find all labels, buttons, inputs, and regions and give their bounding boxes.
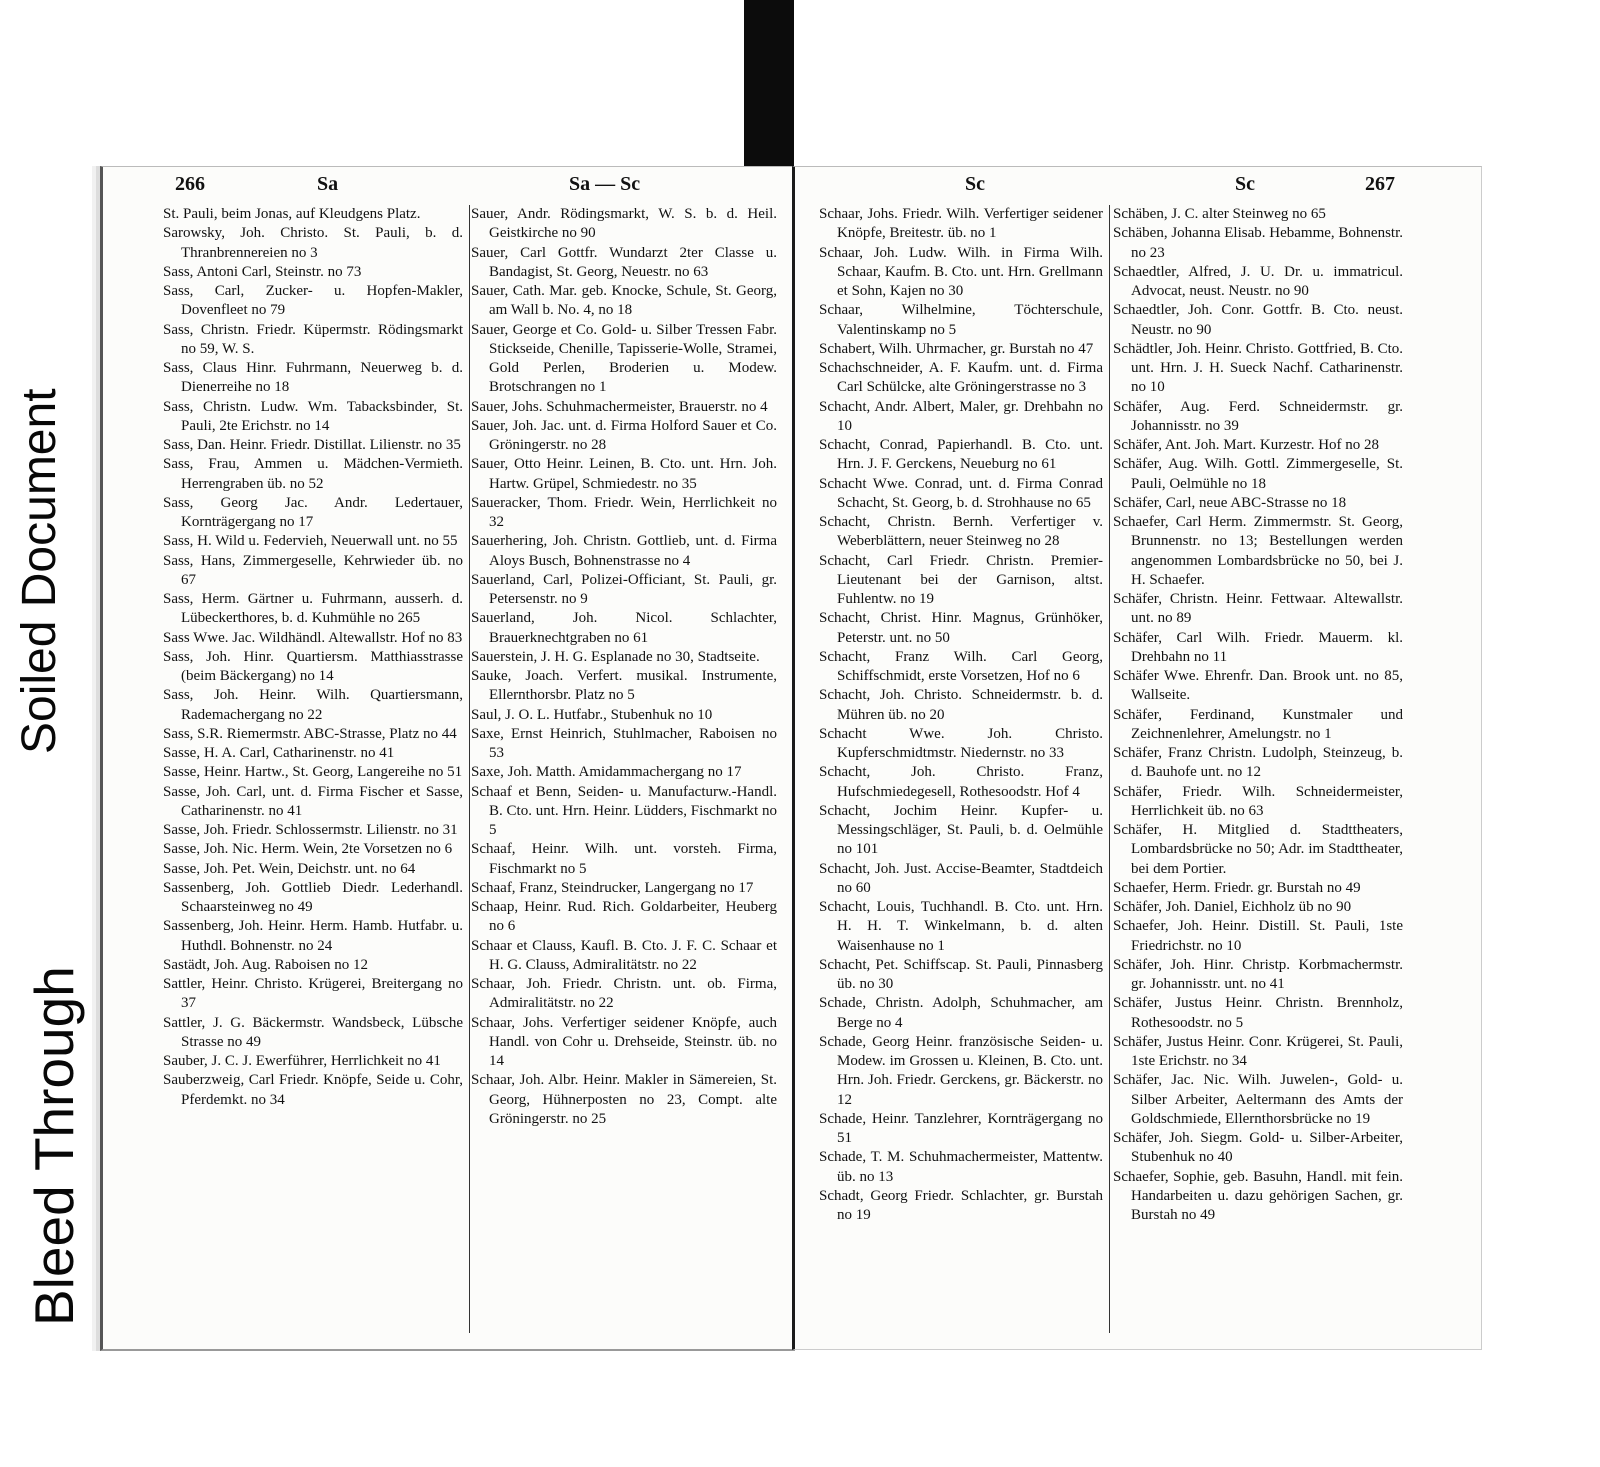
directory-entry: Sattler, J. G. Bäckermstr. Wandsbeck, Lübsche Strasse no 49 (163, 1014, 463, 1050)
directory-entry: Sauerstein, J. H. G. Esplanade no 30, Stadtseite. (471, 648, 760, 665)
soiled-document-label: Soiled Document (13, 388, 66, 754)
left-page (100, 166, 795, 1351)
directory-entry: Schaedtler, Joh. Conr. Gottfr. B. Cto. neust. Neustr. no 90 (1113, 302, 1403, 338)
directory-entry: Schäfer, Ferdinand, Kunstmaler und Zeichnenlehrer, Amelungstr. no 1 (1113, 706, 1403, 742)
column-divider (1109, 205, 1110, 1333)
directory-entry: Sastädt, Joh. Aug. Raboisen no 12 (163, 956, 368, 973)
directory-entry: Sauer, George et Co. Gold- u. Silber Tressen Fabr. Stickseide, Chenille, Tapisserie-Wolle, Stramei, Gold Perlen, Broderien u. Modew. Brotschrangen no 1 (471, 321, 777, 396)
directory-entry: Schade, Christn. Adolph, Schuhmacher, am Berge no 4 (819, 995, 1103, 1031)
directory-entry: Sattler, Heinr. Christo. Krügerei, Breitergang no 37 (163, 976, 463, 1012)
directory-entry: Sauerland, Joh. Nicol. Schlachter, Brauerknechtgraben no 61 (471, 610, 777, 646)
directory-entry: Sauerland, Carl, Polizei-Officiant, St. Pauli, gr. Petersenstr. no 9 (471, 571, 777, 607)
directory-entry: Schacht, Joh. Christo. Schneidermstr. b. d. Mühren üb. no 20 (819, 687, 1103, 723)
directory-entry: Sass, Joh. Heinr. Wilh. Quartiersmann, Rademachergang no 22 (163, 687, 463, 723)
directory-entry: Schaap, Heinr. Rud. Rich. Goldarbeiter, Heuberg no 6 (471, 899, 777, 935)
directory-entry: Schaar, Johs. Verfertiger seidener Knöpfe, auch Handl. von Cohr u. Drehseide, Steinstr. üb. no 14 (471, 1014, 777, 1069)
directory-entry: Sauer, Otto Heinr. Leinen, B. Cto. unt. Hrn. Joh. Hartw. Grüpel, Schmiedestr. no 35 (471, 456, 777, 492)
running-head-left: Sa (317, 173, 339, 195)
directory-entry: Sass Wwe. Jac. Wildhändl. Altewallstr. Hof no 83 (163, 629, 463, 646)
directory-entry: Sauerhering, Joh. Christn. Gottlieb, unt. d. Firma Aloys Busch, Bohnenstrasse no 4 (471, 533, 777, 569)
directory-entry: Schäben, Johanna Elisab. Hebamme, Bohnenstr. no 23 (1113, 225, 1403, 261)
directory-entry: Sass, Antoni Carl, Steinstr. no 73 (163, 263, 362, 280)
directory-entry: Schäfer, Justus Heinr. Christn. Brennholz, Rothesoodstr. no 5 (1113, 995, 1403, 1031)
directory-entry: Schaefer, Joh. Heinr. Distill. St. Pauli, 1ste Friedrichstr. no 10 (1113, 918, 1403, 954)
directory-entry: Sass, Christn. Friedr. Küpermstr. Rödingsmarkt no 59, W. S. (163, 321, 463, 357)
directory-entry: Schäfer, Friedr. Wilh. Schneidermeister, Herrlichkeit üb. no 63 (1113, 783, 1403, 819)
directory-entry: Schaedtler, Alfred, J. U. Dr. u. immatricul. Advocat, neust. Neustr. no 90 (1113, 263, 1403, 299)
directory-entry: Sasse, Heinr. Hartw., St. Georg, Langereihe no 51 (163, 764, 463, 781)
directory-entry: Sauer, Andr. Rödingsmarkt, W. S. b. d. Heil. Geistkirche no 90 (471, 206, 777, 242)
directory-entry: Schaaf et Benn, Seiden- u. Manufacturw.-Handl. B. Cto. unt. Hrn. Heinr. Lüdders, Fischmarkt no 5 (471, 783, 777, 838)
directory-entry: Schäfer, H. Mitglied d. Stadttheaters, Lombardsbrücke no 50; Adr. im Stadttheater, bei dem Portier. (1113, 822, 1403, 877)
left-page-column-1 (163, 205, 463, 1110)
directory-entry: Saueracker, Thom. Friedr. Wein, Herrlichkeit no 32 (471, 494, 777, 530)
directory-entry: Sauer, Joh. Jac. unt. d. Firma Holford Sauer et Co. Gröningerstr. no 28 (471, 417, 777, 453)
directory-entry: Sauer, Cath. Mar. geb. Knocke, Schule, St. Georg, am Wall b. No. 4, no 18 (471, 283, 777, 319)
running-head-left: Sc (965, 173, 985, 195)
directory-entry: Schacht, Pet. Schiffscap. St. Pauli, Pinnasberg üb. no 30 (819, 956, 1103, 992)
directory-entry: Schäfer, Christn. Heinr. Fettwaar. Altewallstr. unt. no 89 (1113, 591, 1403, 627)
directory-entry: Schäfer, Aug. Wilh. Gottl. Zimmergeselle, St. Pauli, Oelmühle no 18 (1113, 456, 1403, 492)
directory-entry: Sass, Frau, Ammen u. Mädchen-Vermieth. Herrengraben üb. no 52 (163, 456, 463, 492)
running-head-right: Sa — Sc (569, 173, 641, 195)
right-page-header (795, 173, 1481, 199)
directory-entry: Sasse, Joh. Friedr. Schlossermstr. Lilienstr. no 31 (163, 822, 458, 838)
directory-entry: Sass, S.R. Riemermstr. ABC-Strasse, Platz no 44 (163, 725, 457, 742)
directory-entry: Schade, T. M. Schuhmachermeister, Mattentw. üb. no 13 (819, 1149, 1103, 1185)
directory-entry: Sauer, Johs. Schuhmachermeister, Brauerstr. no 4 (471, 398, 768, 415)
directory-entry: Schabert, Wilh. Uhrmacher, gr. Burstah no 47 (819, 340, 1094, 357)
left-page-column-2 (471, 205, 777, 1129)
directory-entry: Schäben, J. C. alter Steinweg no 65 (1113, 206, 1326, 222)
directory-entry: Schäfer, Joh. Hinr. Christp. Korbmachermstr. gr. Johannisstr. unt. no 41 (1113, 956, 1403, 992)
directory-entry: Schacht Wwe. Joh. Christo. Kupferschmidtmstr. Niedernstr. no 33 (819, 725, 1103, 761)
directory-entry: Schadt, Georg Friedr. Schlachter, gr. Burstah no 19 (819, 1187, 1103, 1223)
directory-entry: Schaefer, Sophie, geb. Basuhn, Handl. mit fein. Handarbeiten u. dazu gehörigen Sachen, gr. Burstah no 49 (1113, 1168, 1403, 1223)
right-page-column-1 (819, 205, 1103, 1225)
directory-entry: Schacht, Conrad, Papierhandl. B. Cto. unt. Hrn. J. F. Gerckens, Neueburg no 61 (819, 437, 1103, 473)
directory-entry: Sasse, Joh. Nic. Herm. Wein, 2te Vorsetzen no 6 (163, 841, 453, 858)
directory-entry: Schäfer, Aug. Ferd. Schneidermstr. gr. Johannisstr. no 39 (1113, 398, 1403, 434)
left-page-header (103, 173, 795, 199)
directory-entry: Schacht, Joh. Christo. Franz, Hufschmiedegesell, Rothesoodstr. Hof 4 (819, 764, 1103, 800)
directory-entry: Sarowsky, Joh. Christo. St. Pauli, b. d. Thranbrennereien no 3 (163, 225, 463, 261)
running-head-right: Sc (1235, 173, 1255, 195)
directory-entry: Schädtler, Joh. Heinr. Christo. Gottfried, B. Cto. unt. Hrn. J. H. Sueck Nachf. Catharinenstr. no 10 (1113, 340, 1403, 396)
directory-entry: Schaar, Johs. Friedr. Wilh. Verfertiger seidener Knöpfe, Breitestr. üb. no 1 (819, 206, 1103, 242)
directory-entry: Schaar, Joh. Albr. Heinr. Makler in Sämereien, St. Georg, Hühnerposten no 23, Compt. alte Gröningerstr. no 25 (471, 1072, 777, 1127)
directory-entry: Schäfer, Carl, neue ABC-Strasse no 18 (1113, 494, 1347, 511)
directory-entry: Schade, Heinr. Tanzlehrer, Kornträgergang no 51 (819, 1110, 1103, 1146)
directory-entry: Schaefer, Herm. Friedr. gr. Burstah no 49 (1113, 879, 1361, 896)
directory-entry: Schacht, Franz Wilh. Carl Georg, Schiffschmidt, erste Vorsetzen, Hof no 6 (819, 648, 1103, 684)
right-page (792, 166, 1482, 1350)
directory-entry: Sauberzweig, Carl Friedr. Knöpfe, Seide u. Cohr, Pferdemkt. no 34 (163, 1072, 463, 1108)
directory-entry: Schaar, Wilhelmine, Töchterschule, Valentinskamp no 5 (819, 302, 1103, 338)
directory-entry: Sass, Christn. Ludw. Wm. Tabacksbinder, St. Pauli, 2te Erichstr. no 14 (163, 398, 463, 434)
directory-entry: Sassenberg, Joh. Heinr. Herm. Hamb. Hutfabr. u. Huthdl. Bohnenstr. no 24 (163, 918, 463, 954)
directory-entry: Schäfer, Joh. Siegm. Gold- u. Silber-Arbeiter, Stubenhuk no 40 (1113, 1130, 1403, 1166)
directory-entry: Schäfer, Jac. Nic. Wilh. Juwelen-, Gold- u. Silber Arbeiter, Aeltermann des Amts der Goldschmiede, Ellernthorsbrücke no 19 (1113, 1072, 1403, 1127)
directory-entry: Sauber, J. C. J. Ewerführer, Herrlichkeit no 41 (163, 1053, 441, 1069)
directory-entry: Schäfer, Ant. Joh. Mart. Kurzestr. Hof no 28 (1113, 437, 1380, 453)
directory-entry: Schacht, Christ. Hinr. Magnus, Grünhöker, Peterstr. unt. no 50 (819, 610, 1103, 646)
directory-entry: Sass, Herm. Gärtner u. Fuhrmann, ausserh. d. Lübeckerthores, b. d. Kuhmühle no 265 (163, 591, 463, 627)
page-number: 266 (175, 173, 205, 195)
directory-entry: Sass, Dan. Heinr. Friedr. Distillat. Lilienstr. no 35 (163, 437, 461, 453)
directory-entry: Schacht, Joh. Just. Accise-Beamter, Stadtdeich no 60 (819, 860, 1103, 896)
directory-entry: Schaar, Joh. Friedr. Christn. unt. ob. Firma, Admiralitätstr. no 22 (471, 976, 777, 1012)
directory-entry: Schade, Georg Heinr. französische Seiden- u. Modew. im Grossen u. Kleinen, B. Cto. unt. Hrn. Joh. Friedr. Gerckens, gr. Bäckerstr. no 12 (819, 1033, 1103, 1108)
directory-entry: Schachschneider, A. F. Kaufm. unt. d. Firma Carl Schülcke, alte Gröningerstrasse no 3 (819, 360, 1103, 396)
directory-entry: Sass, Georg Jac. Andr. Ledertauer, Kornträgergang no 17 (163, 494, 463, 530)
page-number: 267 (1365, 173, 1395, 195)
directory-entry: Schäfer, Franz Christn. Ludolph, Steinzeug, b. d. Bauhofe unt. no 12 (1113, 745, 1403, 781)
directory-entry: Sass, Hans, Zimmergeselle, Kehrwieder üb. no 67 (163, 552, 463, 588)
directory-entry: Saul, J. O. L. Hutfabr., Stubenhuk no 10 (471, 706, 713, 723)
directory-entry: Schaefer, Carl Herm. Zimmermstr. St. Georg, Brunnenstr. no 13; Bestellungen werden angenommen Lombardsbrücke no 50, bei J. H. Schaefer. (1113, 514, 1403, 588)
directory-entry: Schaaf, Heinr. Wilh. unt. vorsteh. Firma, Fischmarkt no 5 (471, 841, 777, 877)
directory-entry: Schäfer Wwe. Ehrenfr. Dan. Brook unt. no 85, Wallseite. (1113, 668, 1403, 704)
column-divider (469, 205, 470, 1333)
directory-entry: Sasse, Joh. Pet. Wein, Deichstr. unt. no 64 (163, 860, 416, 877)
directory-entry: Schaar et Clauss, Kaufl. B. Cto. J. F. C. Schaar et H. G. Clauss, Admiralitätstr. no 22 (471, 937, 777, 973)
directory-entry: Sass, Joh. Hinr. Quartiersm. Matthiasstrasse (beim Bäckergang) no 14 (163, 648, 463, 684)
directory-entry: Schacht Wwe. Conrad, unt. d. Firma Conrad Schacht, St. Georg, b. d. Strohhause no 65 (819, 475, 1103, 511)
directory-entry: Sass, Claus Hinr. Fuhrmann, Neuerweg b. d. Dienerreihe no 18 (163, 360, 463, 396)
directory-entry: Schacht, Jochim Heinr. Kupfer- u. Messingschläger, St. Pauli, b. d. Oelmühle no 101 (819, 802, 1103, 858)
right-page-column-2 (1113, 205, 1403, 1225)
directory-entry: Sassenberg, Joh. Gottlieb Diedr. Lederhandl. Schaarsteinweg no 49 (163, 879, 463, 915)
directory-entry: Schäfer, Carl Wilh. Friedr. Mauerm. kl. Drehbahn no 11 (1113, 629, 1403, 665)
directory-entry: Schacht, Andr. Albert, Maler, gr. Drehbahn no 10 (819, 398, 1103, 434)
directory-entry: Schacht, Carl Friedr. Christn. Premier-Lieutenant bei der Garnison, altst. Fuhlentw. no 19 (819, 552, 1103, 607)
directory-entry: St. Pauli, beim Jonas, auf Kleudgens Platz. (163, 206, 421, 222)
directory-entry: Sauke, Joach. Verfert. musikal. Instrumente, Ellernthorsbr. Platz no 5 (471, 668, 777, 704)
directory-entry: Schäfer, Joh. Daniel, Eichholz üb no 90 (1113, 899, 1352, 915)
directory-entry: Saxe, Ernst Heinrich, Stuhlmacher, Raboisen no 53 (471, 725, 777, 761)
directory-entry: Schacht, Christn. Bernh. Verfertiger v. Weberblättern, neuer Steinweg no 28 (819, 514, 1103, 550)
directory-entry: Sauer, Carl Gottfr. Wundarzt 2ter Classe u. Bandagist, St. Georg, Neuestr. no 63 (471, 244, 777, 280)
directory-entry: Sasse, H. A. Carl, Catharinenstr. no 41 (163, 745, 395, 761)
directory-entry: Sasse, Joh. Carl, unt. d. Firma Fischer et Sasse, Catharinenstr. no 41 (163, 783, 463, 819)
directory-entry: Sass, Carl, Zucker- u. Hopfen-Makler, Dovenfleet no 79 (163, 283, 463, 319)
directory-entry: Saxe, Joh. Matth. Amidammachergang no 17 (471, 764, 742, 781)
directory-entry: Schacht, Louis, Tuchhandl. B. Cto. unt. Hrn. H. H. T. Winkelmann, b. d. alten Waisenhause no 1 (819, 899, 1103, 954)
directory-entry: Schaar, Joh. Ludw. Wilh. in Firma Wilh. Schaar, Kaufm. B. Cto. unt. Hrn. Grellmann et Sohn, Kajen no 30 (819, 244, 1103, 299)
open-book (100, 166, 1478, 1348)
directory-entry: Sass, H. Wild u. Federvieh, Neuerwall unt. no 55 (163, 533, 458, 550)
scan-marker-tab (744, 0, 794, 172)
directory-entry: Schäfer, Justus Heinr. Conr. Krügerei, St. Pauli, 1ste Erichstr. no 34 (1113, 1033, 1403, 1069)
bleed-through-label: Bleed Through (23, 966, 85, 1326)
directory-entry: Schaaf, Franz, Steindrucker, Langergang no 17 (471, 879, 754, 896)
